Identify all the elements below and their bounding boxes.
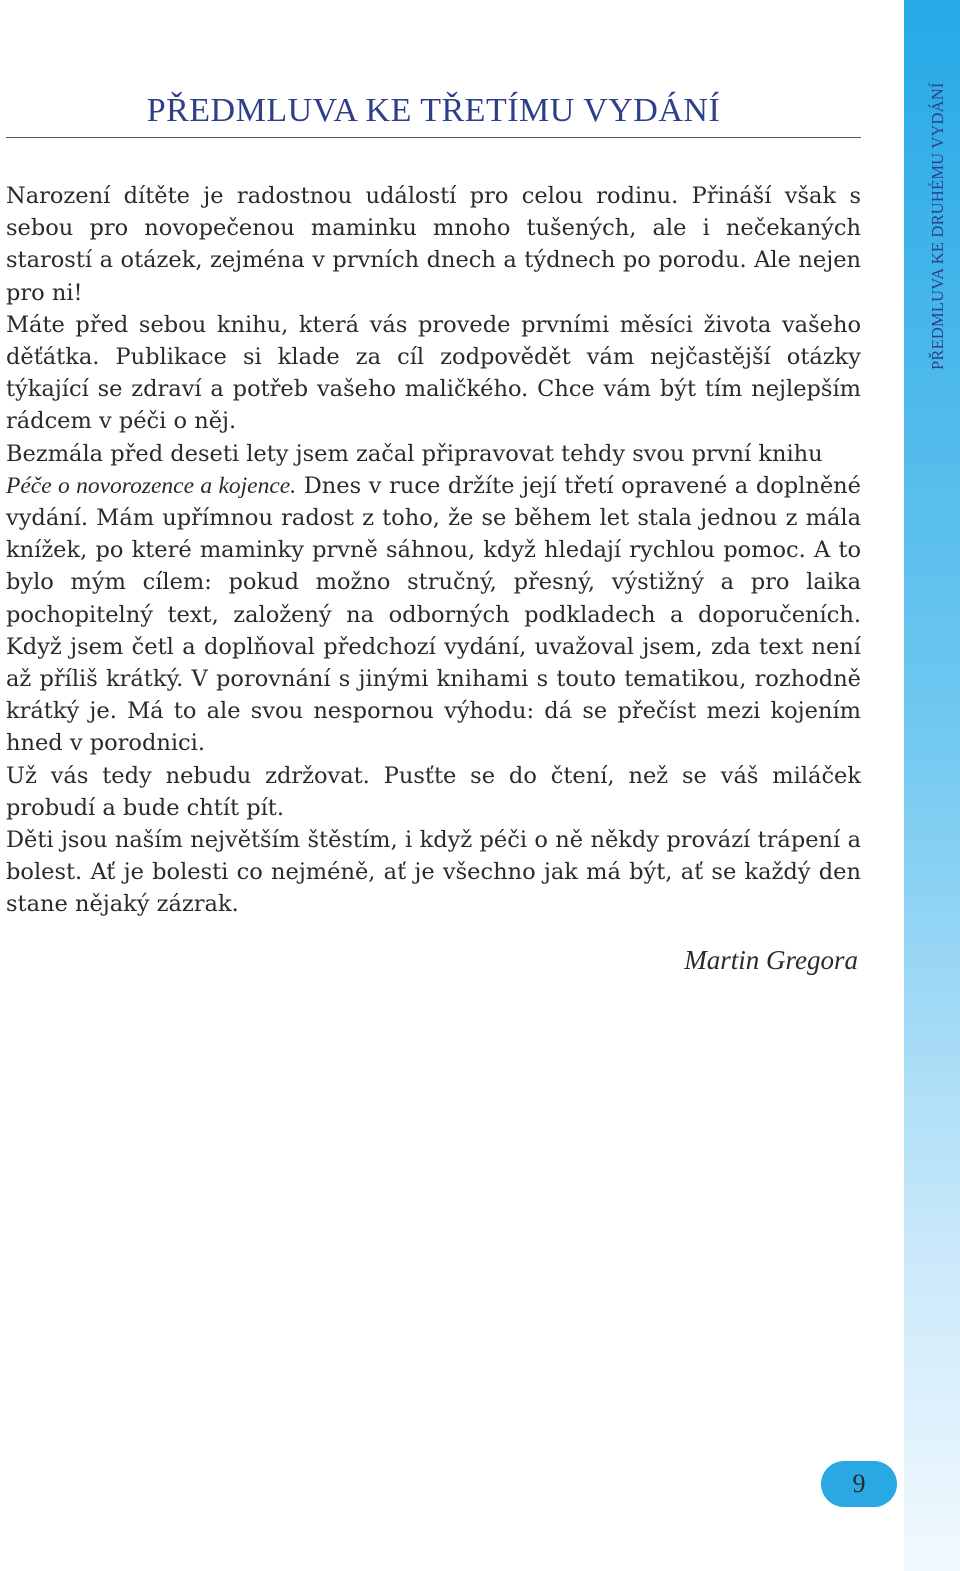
- sidebar-chapter-label: PŘEDMLUVA KE DRUHÉMU VYDÁNÍ: [928, 82, 947, 370]
- paragraph: [6, 438, 861, 760]
- page-title: PŘEDMLUVA KE TŘETÍMU VYDÁNÍ: [146, 92, 721, 129]
- page-number-badge: [821, 1461, 897, 1507]
- preface-body: [6, 180, 861, 921]
- paragraph: Narození dítěte je radostnou událostí pro celou rodinu. Přináší však s sebou pro novopečenou maminku mnoho tušených, ale i nečekaných starostí a otázek, zejména v prvních dnech a týdnech po porodu. Ale nejen pro ni!: [6, 183, 861, 306]
- chapter-sidebar: [904, 0, 960, 1571]
- paragraph-text: Dnes v ruce držíte její třetí opravené a doplněné vydání. Mám upřímnou radost z toho, že se během let stala jednou z mála knížek, po které maminky prvně sáhnou, když hledají rychlou pomoc. A to bylo mým cílem: pokud možno stručný, přesný, výstižný a pro laika pochopitelný text, založený na odborných podkladech a doporučeních. Když jsem četl a doplňoval předchozí vydání, uvažoval jsem, zda text není až příliš krátký. V porovnání s jinými knihami s touto tematikou, rozhodně krátký je. Má to ale svou nespornou výhodu: dá se přečíst mezi kojením hned v porodnici.: [6, 472, 861, 757]
- page-number: 9: [852, 1469, 866, 1498]
- paragraph: Máte před sebou knihu, která vás provede prvními měsíci života vašeho děťátka. Publikace si klade za cíl zodpovědět vám nejčastější otázky týkající se zdraví a potřeb vašeho maličkého. Chce vám být tím nejlepším rádcem v péči o něj.: [6, 311, 861, 435]
- title-divider: [6, 137, 861, 138]
- paragraph-text: Bezmála před deseti lety jsem začal připravovat tehdy svou první knihu: [6, 440, 823, 467]
- paragraph: Už vás tedy nebudu zdržovat. Pusťte se do čtení, než se váš miláček probudí a bude chtít pít.: [6, 762, 861, 821]
- author-signature: Martin Gregora: [684, 945, 858, 975]
- book-title: Péče o novorozence a kojence.: [6, 472, 297, 499]
- paragraph: Děti jsou naším největším štěstím, i když péči o ně někdy provází trápení a bolest. Ať je bolesti co nejméně, ať je všechno jak má být, ať se každý den stane nějaký zázrak.: [6, 827, 861, 918]
